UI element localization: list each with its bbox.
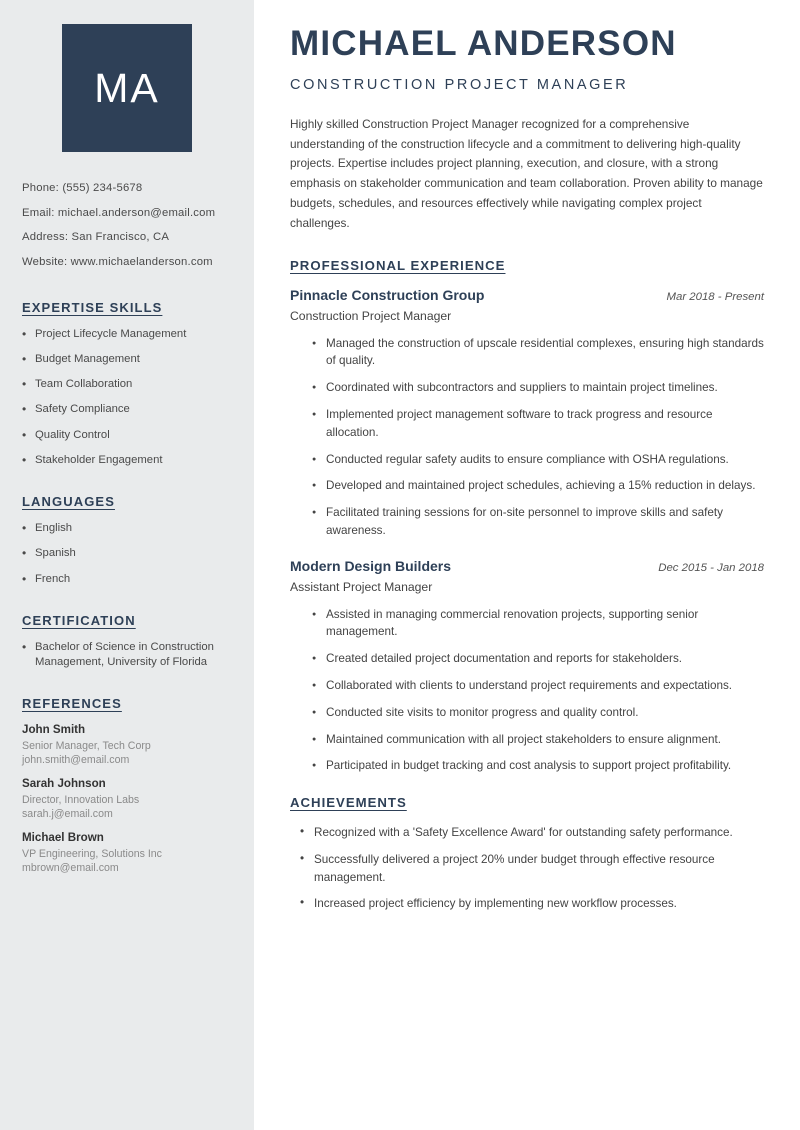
duties-list [290, 335, 764, 540]
experience-header [290, 558, 764, 574]
section-heading-skills: EXPERTISE SKILLS [22, 299, 163, 315]
list-item: • Quality Control [22, 428, 234, 443]
professional-title: CONSTRUCTION PROJECT MANAGER [290, 76, 629, 93]
contact-phone: Phone: (555) 234-5678 [22, 182, 143, 194]
employment-dates: Dec 2015 - Jan 2018 [658, 561, 764, 574]
reference-role: Director, Innovation Labs [22, 793, 140, 806]
list-item: ● Facilitated training sessions for on-site personnel to improve skills and safety awareness. [312, 504, 764, 540]
list-item: ● Managed the construction of upscale residential complexes, ensuring high standards of quality. [312, 335, 764, 371]
experience-header [290, 287, 764, 303]
reference-name: Sarah Johnson [22, 777, 106, 791]
reference-name: John Smith [22, 723, 86, 737]
main-content [256, 0, 800, 1130]
section-heading-experience: PROFESSIONAL EXPERIENCE [290, 257, 506, 273]
reference-role: VP Engineering, Solutions Inc [22, 847, 162, 860]
section-heading-references: REFERENCES [22, 696, 122, 712]
company-name: Modern Design Builders [290, 557, 452, 574]
experience-entry [290, 558, 764, 594]
list-item: • French [22, 572, 234, 587]
experience-entry [290, 287, 764, 323]
list-item: ● Developed and maintained project schedules, achieving a 15% reduction in delays. [312, 477, 764, 495]
page-title: MICHAEL ANDERSON [290, 24, 677, 63]
certification-list [22, 640, 234, 671]
reference-name: Michael Brown [22, 831, 104, 845]
contact-block [22, 182, 234, 268]
list-item: • Recognized with a 'Safety Excellence Award' for outstanding safety performance. [300, 824, 764, 842]
list-item: ● Conducted regular safety audits to ensure compliance with OSHA regulations. [312, 451, 764, 469]
reference-email: john.smith@email.com [22, 754, 130, 767]
contact-email: Email: michael.anderson@email.com [22, 206, 216, 219]
achievements-list [290, 824, 764, 913]
list-item [22, 831, 234, 874]
contact-website: Website: www.michaelanderson.com [22, 255, 213, 268]
languages-list [22, 521, 234, 587]
list-item: ● Assisted in managing commercial renovation projects, supporting senior management. [312, 606, 764, 642]
contact-address: Address: San Francisco, CA [22, 231, 170, 243]
avatar [62, 24, 192, 152]
list-item: • Budget Management [22, 352, 234, 367]
list-item: ● Implemented project management software to track progress and resource allocation. [312, 406, 764, 442]
list-item: ● Created detailed project documentation and reports for stakeholders. [312, 650, 764, 668]
list-item: • Project Lifecycle Management [22, 327, 234, 342]
list-item: ● Conducted site visits to monitor progress and quality control. [312, 704, 764, 722]
summary-paragraph: Highly skilled Construction Project Manager recognized for a comprehensive understanding of the construction lifecycle and a commitment to delivering high-quality projects. Expertise includes project planning, execution, and closure, with a strong emphasis on stakeholder communication and team collaboration. Proven ability to manage budgets, schedules, and resources effectively while navigating complex project challenges. [290, 116, 763, 230]
list-item: • Bachelor of Science in Construction Management, University of Florida [22, 640, 234, 671]
company-name: Pinnacle Construction Group [290, 286, 485, 303]
job-role: Construction Project Manager [290, 308, 452, 323]
references-list [22, 723, 234, 874]
list-item: ● Coordinated with subcontractors and suppliers to maintain project timelines. [312, 379, 764, 397]
list-item [22, 723, 234, 766]
sidebar [0, 0, 256, 1130]
list-item: • Team Collaboration [22, 377, 234, 392]
section-heading-achievements: ACHIEVEMENTS [290, 795, 407, 811]
employment-dates: Mar 2018 - Present [666, 290, 764, 303]
avatar-initials: MA [94, 64, 160, 111]
section-heading-languages: LANGUAGES [22, 494, 115, 509]
reference-email: sarah.j@email.com [22, 808, 113, 821]
list-item: • Safety Compliance [22, 402, 234, 417]
reference-role: Senior Manager, Tech Corp [22, 739, 151, 752]
list-item: ● Participated in budget tracking and cost analysis to support project profitability. [312, 757, 764, 775]
list-item [22, 777, 234, 820]
list-item: ● Maintained communication with all project stakeholders to ensure alignment. [312, 731, 764, 749]
list-item: ● Collaborated with clients to understand project requirements and expectations. [312, 677, 764, 695]
section-heading-certification: CERTIFICATION [22, 612, 136, 628]
job-role: Assistant Project Manager [290, 579, 433, 594]
duties-list [290, 606, 764, 775]
list-item: • Successfully delivered a project 20% under budget through effective resource management. [300, 851, 764, 887]
skills-list [22, 327, 234, 469]
list-item: • Stakeholder Engagement [22, 453, 234, 468]
list-item: • Increased project efficiency by implementing new workflow processes. [300, 895, 764, 913]
list-item: • Spanish [22, 546, 234, 561]
list-item: • English [22, 521, 234, 536]
reference-email: mbrown@email.com [22, 862, 119, 875]
